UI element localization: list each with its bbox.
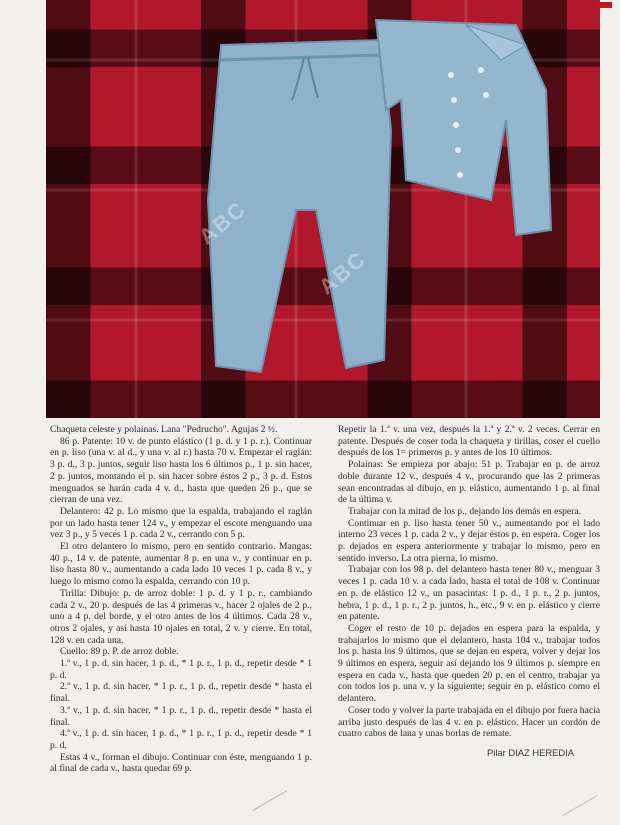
article-paragraph: 86 p. Patente: 10 v. de punto elástico (1 p. d. y 1 p. r.). Continuar en p. liso (una v. al d., y una v. al r.) hasta 70 v. Empezar el raglán: 3 p. d., 3 p. juntos, seguir liso hasta los 6 últimos p., 1 p. sin hacer, 2 p. juntos, montando el p. sin hacer sobre éstos 2 p., 3 p. d. Estos menguados se harán cada 4 v. d., hasta que queden 26 p., que se cierran de una vez.	[50, 435, 312, 506]
article-paragraph: 3.ª v., 1 p. d. sin hacer, * 1 p. r., 1 p. d., repetir desde * hasta el final.	[50, 704, 312, 728]
article-column-right	[338, 424, 600, 740]
article-paragraph: Cuello: 89 p. P. de arroz doble.	[60, 646, 179, 658]
article-column-left	[50, 424, 312, 775]
decorative-stroke	[252, 790, 287, 811]
article-paragraph: Continuar en p. liso hasta tener 50 v., aumentando por el lado interno 23 veces 1 p. cada 2 v., y dejar éstos p. en espera. Coger los p. dejados en espera anteriormente y trabajar lo mismo, pero en sentido inverso. La otra pierna, lo mismo.	[338, 517, 600, 564]
article-paragraph: 2.ª v., 1 p. d. sin hacer, * 1 p. r., 1 p. d., repetir desde * hasta el final.	[50, 681, 312, 705]
article-paragraph: Polainas: Se empieza por abajo: 51 p. Trabajar en p. de arroz doble durante 12 v., después 4 v., procurando que las 2 primeras sean encontradas al dibujo, en p. elástico, aumentando 1 p. al final de la última v.	[338, 459, 600, 506]
knitted-baby-outfit-image	[46, 0, 600, 418]
corner-color-mark	[598, 2, 612, 8]
article-paragraph: Trabajar con los 98 p. del delantero hasta tener 80 v., menguar 3 veces 1 p. cada 10 v. a cada lado, hasta el total de 108 v. Continuar en p. de elástico 12 v., un pasacintas: 1 p. d., 1 p. r., 2 p. juntos, hebra, 1 p. d., 1 p. r., 2 p. juntos, h., etc., 9 v. en p. elástico y cierre en patente.	[338, 564, 600, 623]
garment-photo	[46, 0, 600, 418]
article-paragraph: Chaqueta celeste y polainas. Lana "Pedrucho". Agujas 2 ½.	[50, 424, 278, 435]
jacket-shape	[376, 20, 551, 235]
article-paragraph: Trabajar con la mitad de los p., dejando los demás en espera.	[348, 505, 582, 517]
watermark-text: ABC	[313, 245, 372, 300]
article-paragraph: Estas 4 v., forman el dibujo. Continuar con éste, menguando 1 p. al final de cada v., hasta quedar 69 p.	[50, 751, 312, 775]
article-paragraph: El otro delantero lo mismo, pero en sentido contrario. Mangas: 40 p., 14 v. de patente, aumentar 8 p. en una v., y continuar en p. liso hasta 80 v., aumentando a cada lado 10 veces 1 p. cada 8 v., y luego lo mismo como la espalda, cerrando con 10 p.	[50, 541, 312, 588]
watermark-text: ABC	[193, 195, 252, 250]
article-paragraph: Tirilla: Dibujo: p. de arroz doble: 1 p. d. y 1 p. r., cambiando cada 2 v., 20 p. después de las 4 primeras v., hacer 2 ojales de 2 p., uno a 4 p. del borde, y el otro antes de los 4 últimos. Cada 28 v., otros 2 ojales, y así hasta 10 ojales en total, 2 v. y cierre. En total, 128 v. en cada una.	[50, 587, 312, 646]
article-paragraph: Delantero: 42 p. Lo mismo que la espalda, trabajando el raglán por un lado hasta tener 124 v., y empezar el escote menguando una vez 3 p., y 5 veces 1 p. cada 2 v., cerrando con 5 p.	[50, 505, 312, 541]
article-paragraph: 4.ª v., 1 p. d. sin hacer, 1 p. d., * 1 p. r., 1 p. d., repetir desde * 1 p. d.	[50, 728, 312, 751]
article-paragraph: Coser todo y volver la parte trabajada en el dibujo por fuera hacia arriba justo después de las 4 v. en p. elástico. Hacer un cordón de cuatro cabos de lana y unas borlas de remate.	[338, 704, 600, 740]
article-paragraph: Coger el resto de 10 p. dejados en espera para la espalda, y trabajarlos lo mismo que el delantero, hasta 104 v., trabajar todos los p. hasta los 9 últimos, que se dejan en espera, volver y dejar los 9 últimos en espera, seguir así dejando los 9 últimos p. siempre en espera en cada v., hasta que queden 20 p. en el centro, trabajar ya con todos los p. una v. y la siguiente; seguir en p. elástico como el delantero.	[338, 622, 600, 705]
article-paragraph: Repetir la 1.ª v. una vez, después la 1.ª y 2.ª v. 2 veces. Cerrar en patente. Después de coser toda la chaqueta y tirillas, coser el cuello después de los 1= primeros p. y antes de los 10 últimos.	[338, 424, 600, 459]
author-signature: Pilar DIAZ HEREDIA	[487, 747, 574, 758]
decorative-stroke	[562, 795, 597, 816]
article-paragraph: 1.ª v., 1 p. d. sin hacer, 1 p. d., * 1 p. r., 1 p. d., repetir desde * 1 p. d.	[50, 658, 312, 681]
